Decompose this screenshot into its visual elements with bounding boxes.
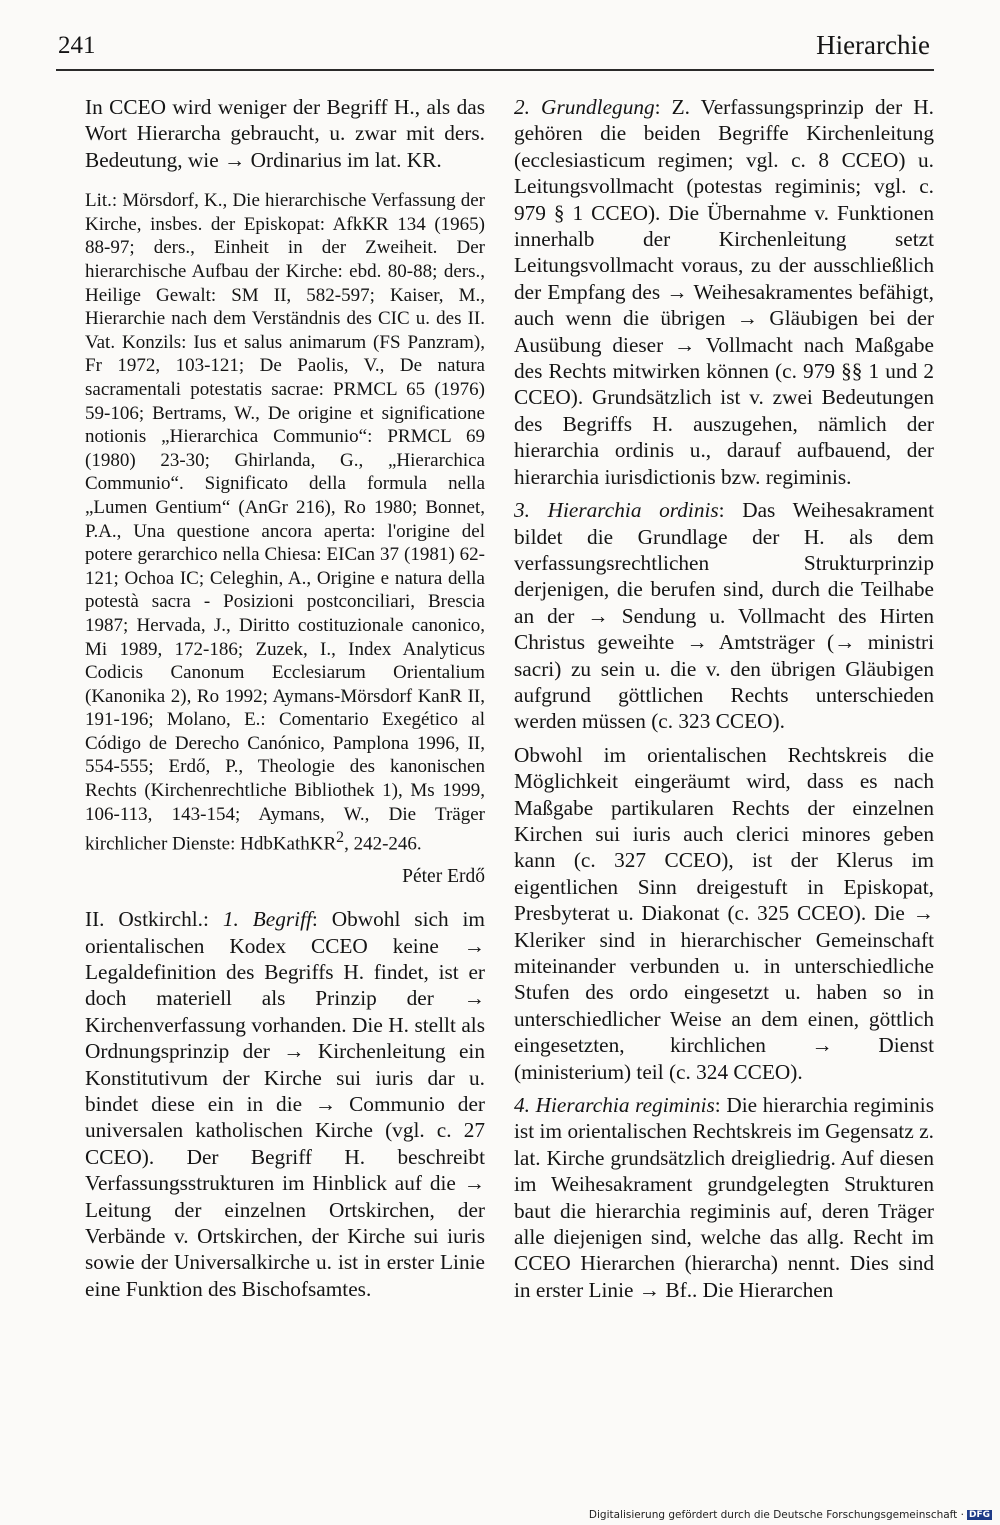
section-3-paragraph	[514, 497, 934, 735]
section-3-heading: 3. Hierarchia ordinis	[514, 498, 719, 523]
section-2-heading: 2. Grundlegung	[514, 95, 655, 119]
section-ii-heading: 1. Begriff	[222, 907, 312, 932]
section-ii-paragraph	[85, 906, 485, 1302]
literature-text: Lit.: Mörsdorf, K., Die hierarchische Verfassung der Kirche, insbes. der Episkopat: AfkKR 134 (1965) 88-97; ders., Einheit in der Zweiheit. Der hierarchische Aufbau der Kirche: ebd. 80-88; ders., Heilige Gewalt: SM II, 582-597; Kaiser, M., Hierarchie nach dem Verständnis des CIC u. des II. Vat. Konzils: Ius et salus animarum (FS Panzram), Fr 1972, 103-121; De Paolis, V., De natura sacramentali potestatis sacrae: PRMCL 65 (1976) 59-106; Bertrams, W., De origine et significatione notionis „Hierarchica Communio“: PRMCL 69 (1980) 23-30; Ghirlanda, G., „Hierarchica Communio“. Significato della formula nella „Lumen Gentium“ (AnGr 216), Ro 1980; Bonnet, P.A., Una questione ancora aperta: l'origine del potere gerarchico nella Chiesa: EICan 37 (1981) 62-121; Ochoa IC; Celeghin, A., Origine e natura della potestà sacra - Posizioni postconciliari, Brescia 1987; Hervada, J., Diritto costituzionale canonico, Mi 1989, 172-186; Zuzek, I., Index Analyticus Codicis Canonum Ecclesiarum Orientalium (Kanonika 2), Ro 1992; Aymans-Mörsdorf KanR II, 191-196; Molano, E.: Comentario Exegético al Código de Derecho Canónico, Pamplona 1996, II, 554-555; Erdő, P., Theologie des kanonischen Rechts (Kirchenrechtliche Bibliothek 1), Ms 1999, 106-113, 143-154; Aymans, W., Die Träger kirchlicher Dienste: HdbKathKR	[85, 190, 485, 855]
literature-superscript: 2	[336, 829, 345, 847]
section-2-paragraph	[514, 94, 934, 490]
intro-paragraph: In CCEO wird weniger der Begriff H., als das Wort Hierarcha gebraucht, u. zwar mit ders. Bedeutung, wie → Ordinarius im lat. KR.	[85, 95, 485, 172]
literature-paragraph	[85, 189, 485, 856]
section-4-heading: 4. Hierarchia regiminis	[514, 1093, 715, 1118]
right-column	[514, 94, 934, 1303]
page-number: 241	[58, 32, 96, 59]
section-ii-prefix: II. Ostkirchl.:	[85, 907, 223, 932]
section-3-paragraph-2: Obwohl im orientalischen Rechtskreis die Möglichkeit eingeräumt wird, dass es nach Maßgabe partikularen Rechts der einzelnen Kirchen sui iuris auch clerici minores geben kann (c. 327 CCEO), ist der Klerus im eigentlichen Sinn dreigestuft in Episkopat, Presbyterat u. Diakonat (c. 325 CCEO). Die → Kleriker sind in hierarchischer Gemeinschaft miteinander verbunden u. in unterschiedliche Stufen des ordo eingesetzt u. haben so in unterschiedlicher Weise an dem einen, göttlich eingesetzten, kirchlichen → Dienst (ministerium) teil (c. 324 CCEO).	[514, 742, 934, 1084]
section-ii-text: : Obwohl sich im orientalischen Kodex CCEO keine → Legaldefinition des Begriffs H. findet, ist er doch materiell als Prinzip der → Kirchenverfassung vorhanden. Die H. stellt als Ordnungsprinzip der → Kirchenleitung ein Konstitutivum der Kirche sui iuris dar u. bindet diese ein in die → Communio der universalen katholischen Kirche (vgl. c. 27 CCEO). Der Begriff H. beschreibt Verfassungsstrukturen im Hinblick auf die → Leitung der einzelnen Ortskirchen, der Verbände v. Ortskirchen, der Kirche sui iuris sowie der Universalkirche u. ist in erster Linie eine Funktion des Bischofsamtes.	[85, 907, 485, 1301]
section-4-text: : Die hierarchia regiminis ist im orientalischen Rechtskreis im Gegensatz z. lat. Kirche grundsätzlich dreigliedrig. Auf diesen im Weihesakrament grundgelegten Strukturen baut die hierarchia regiminis auf, deren Träger alle diejenigen sind, welche das allg. Recht im CCEO Hierarchen (hierarcha) nennt. Dies sind in erster Linie → Bf.. Die Hierarchen	[514, 1093, 934, 1302]
section-2-text: : Z. Verfassungsprinzip der H. gehören die beiden Begriffe Kirchenleitung (ecclesiasticum regimen; vgl. c. 8 CCEO) u. Leitungsvollmacht (potestas regiminis; vgl. c. 979 § 1 CCEO). Die Übernahme v. Funktionen innerhalb der Kirchenleitung setzt Leitungsvollmacht voraus, zu der ausschließlich der Empfang des → Weihesakramentes befähigt, auch wenn die übrigen → Gläubigen bei der Ausübung dieser → Vollmacht nach Maßgabe des Rechts mitwirken können (c. 979 §§ 1 und 2 CCEO). Grundsätzlich ist v. zwei Bedeutungen des Begriffs H. auszugehen, nämlich der hierarchia ordinis u., darauf aufbauend, der hierarchia iurisdictionis bzw. regiminis.	[514, 95, 934, 489]
section-4-paragraph	[514, 1092, 934, 1303]
dfg-logo: DFG	[968, 1510, 990, 1520]
running-head: Hierarchie	[816, 30, 930, 60]
header-rule	[56, 69, 934, 71]
digitization-credit	[589, 1509, 992, 1521]
literature-text-end: , 242-246.	[344, 833, 422, 855]
left-column	[85, 94, 485, 1302]
page-header	[58, 30, 930, 70]
author-signature: Péter Erdő	[402, 866, 485, 888]
credit-text: Digitalisierung gefördert durch die Deutsche Forschungsgemeinschaft ·	[588, 1509, 964, 1521]
section-3-text: : Das Weihesakrament bildet die Grundlage der H. als dem verfassungsrechtlichen Strukturprinzip derjenigen, die berufen sind, durch die Teilhabe an der → Sendung u. Vollmacht des Hirten Christus geweihte → Amtsträger (→ ministri sacri) zu sein u. die v. den übrigen Gläubigen aufgrund göttlichen Rechts unterschieden werden müssen (c. 323 CCEO).	[514, 498, 934, 734]
